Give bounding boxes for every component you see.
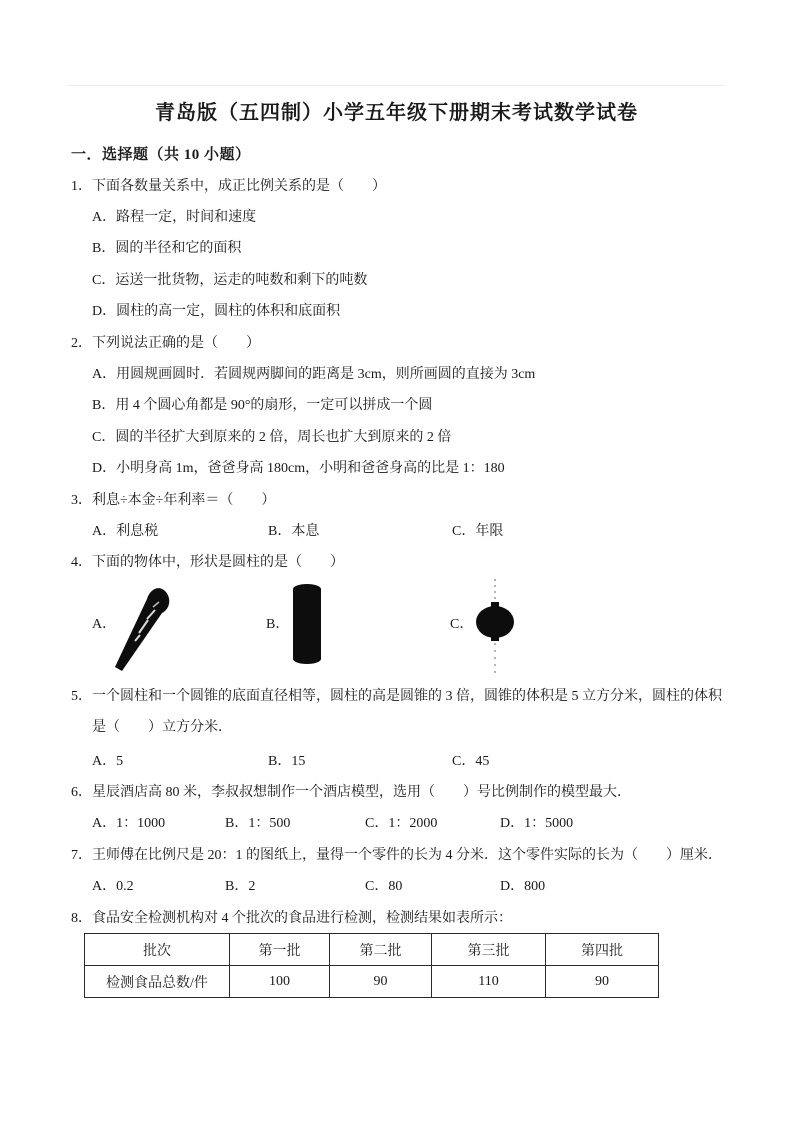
question-5-text: 5．一个圆柱和一个圆锥的底面直径相等，圆柱的高是圆锥的 3 倍，圆锥的体积是 5 立方分米，圆柱的体积是（ ）立方分米． [71,689,722,736]
inspection-results-table [84,933,659,998]
question-1-option-b: B．圆的半径和它的面积 [92,241,242,257]
table-header-batch1: 第一批 [230,934,330,966]
question-1-option-a: A．路程一定，时间和速度 [92,210,257,226]
question-7-option-d: D．800 [500,879,546,895]
table-cell-value1: 100 [230,966,330,998]
question-3-option-b: B．本息 [268,523,320,539]
table-header-batch4: 第四批 [546,934,659,966]
question-4-images [71,577,722,681]
question-7-option-c: C．80 [365,879,403,895]
question-2-option-c: C．圆的半径扩大到原来的 2 倍，周长也扩大到原来的 2 倍 [92,429,452,445]
page-title: 青岛版（五四制）小学五年级下册期末考试数学试卷 [155,102,638,124]
table-cell-value4: 90 [546,966,659,998]
question-3-options [71,514,722,545]
question-6-text: 6．星辰酒店高 80 米，李叔叔想制作一个酒店模型，选用（ ）号比例制作的模型最大． [71,784,631,800]
question-5-options [71,744,722,775]
question-1-option-d: D．圆柱的高一定，圆柱的体积和底面积 [92,304,341,320]
question-5-option-b: B．15 [268,753,306,769]
question-6-option-d: D．1：5000 [500,816,574,832]
question-3-option-c: C．年限 [452,523,504,539]
question-7-options [71,869,722,900]
table-header-row [85,934,659,966]
question-4-text: 4．下面的物体中，形状是圆柱的是（ ） [71,555,344,571]
page-top-divider [68,85,724,86]
question-7-text: 7．王师傅在比例尺是 20：1 的图纸上，量得一个零件的长为 4 分米．这个零件实际的长为（ ）厘米． [71,847,722,863]
table-cell-value3: 110 [432,966,546,998]
question-6-option-a: A．1：1000 [92,816,166,832]
section-heading: 一．选择题（共 10 小题） [71,147,251,163]
table-header-batch2: 第二批 [330,934,432,966]
cylinder-icon [293,584,321,664]
table-cell-label: 检测食品总数/件 [85,966,230,998]
table-header-batch3: 第三批 [432,934,546,966]
cone-horn-icon [109,581,175,673]
question-2-option-b: B．用 4 个圆心角都是 90°的扇形，一定可以拼成一个圆 [92,398,433,414]
table-header-batch: 批次 [85,934,230,966]
question-2-option-a: A．用圆规画圆时．若圆规两脚间的距离是 3cm，则所画圆的直接为 3cm [92,367,536,383]
table-cell-value2: 90 [330,966,432,998]
questions-area [71,169,722,998]
question-4-image-label-a: A． [92,617,117,633]
question-1-text: 1．下面各数量关系中，成正比例关系的是（ ） [71,178,386,194]
question-3-text: 3．利息÷本金÷年利率＝（ ） [71,492,276,508]
question-5-option-a: A．5 [92,753,124,769]
question-3-option-a: A．利息税 [92,523,159,539]
question-5-option-c: C．45 [452,753,490,769]
question-1-option-c: C．运送一批货物，运走的吨数和剩下的吨数 [92,272,368,288]
table-data-row [85,966,659,998]
lantern-icon [475,577,515,681]
question-4-image-label-c: C． [450,617,474,633]
question-6-options [71,807,722,838]
question-6-option-c: C．1：2000 [365,816,438,832]
question-7-option-b: B．2 [225,879,256,895]
question-2-option-d: D．小明身高 1m，爸爸身高 180cm，小明和爸爸身高的比是 1：180 [92,461,505,477]
question-7-option-a: A．0.2 [92,879,134,895]
question-4-image-label-b: B． [266,617,290,633]
question-6-option-b: B．1：500 [225,816,291,832]
question-8-text: 8．食品安全检测机构对 4 个批次的食品进行检测，检测结果如表所示： [71,910,512,926]
question-2-text: 2．下列说法正确的是（ ） [71,335,260,351]
